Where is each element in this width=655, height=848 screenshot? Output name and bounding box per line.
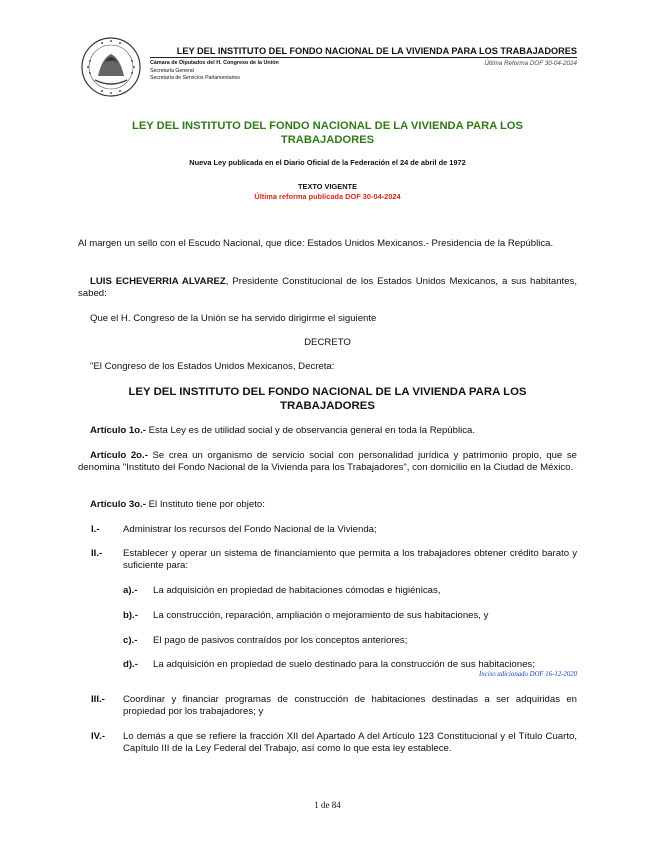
decreta-paragraph: "El Congreso de los Estados Unidos Mexicanos, Decreta: xyxy=(90,361,335,372)
fraction-text: Establecer y operar un sistema de financiamiento que permita a los trabajadores obtener crédito barato y suficiente para: xyxy=(123,548,577,571)
president-name: LUIS ECHEVERRIA ALVAREZ xyxy=(90,276,226,287)
header-title: LEY DEL INSTITUTO DEL FONDO NACIONAL DE LA VIVIENDA PARA LOS TRABAJADORES xyxy=(176,46,577,56)
document-title: LEY DEL INSTITUTO DEL FONDO NACIONAL DE LA VIVIENDA PARA LOS TRABAJADORES xyxy=(132,120,523,146)
subitem-text: La adquisición en propiedad de habitaciones cómodas e higiénicas, xyxy=(153,585,441,596)
article-2-label: Artículo 2o.- xyxy=(90,450,148,461)
president-paragraph xyxy=(78,276,577,300)
fraction-text: Lo demás a que se refiere la fracción XII del Apartado A del Artículo 123 Constitucional y el Título Cuarto, Capítulo III de la Ley Federal del Trabajo, así como lo que esta ley establece. xyxy=(123,731,577,754)
subitem-text: La adquisición en propiedad de suelo destinado para la construcción de sus habitaciones; xyxy=(153,659,535,670)
header-secretary: Secretaría General xyxy=(150,67,194,74)
law-title: LEY DEL INSTITUTO DEL FONDO NACIONAL DE LA VIVIENDA PARA LOS TRABAJADORES xyxy=(128,386,527,412)
decreto-heading: DECRETO xyxy=(304,337,351,348)
fraction-label: III.- xyxy=(91,694,105,705)
subitem-label: d).- xyxy=(123,659,138,670)
subitem-label: b).- xyxy=(123,610,138,621)
header-services: Secretaría de Servicios Parlamentarios xyxy=(150,75,240,82)
president-text: , Presidente Constitucional de los Estados Unidos Mexicanos, a sus habitantes, sabed: xyxy=(78,276,577,299)
fraction-label: I.- xyxy=(91,524,100,535)
article-1-label: Artículo 1o.- xyxy=(90,425,146,436)
congress-paragraph: Que el H. Congreso de la Unión se ha servido dirigirme el siguiente xyxy=(90,313,377,324)
fraction-text: Administrar los recursos del Fondo Nacional de la Vivienda; xyxy=(123,524,377,535)
article-1-text: Esta Ley es de utilidad social y de observancia general en toda la República. xyxy=(145,425,476,436)
texto-vigente: TEXTO VIGENTE xyxy=(298,182,357,191)
article-1 xyxy=(78,425,577,437)
header-divider xyxy=(150,57,577,58)
article-3-label: Artículo 3o.- xyxy=(90,499,146,510)
article-2 xyxy=(78,450,577,474)
article-2-text: Se crea un organismo de servicio social con personalidad jurídica y patrimonio propio, que se denomina "Instituto del Fondo Nacional de la Vivienda para los Trabajadores", con domicilio en la Ciudad de México. xyxy=(78,450,578,473)
publication-note: Nueva Ley publicada en el Diario Oficial de la Federación el 24 de abril de 1972 xyxy=(189,158,466,167)
subitem-label: a).- xyxy=(123,585,138,596)
article-3-text: El Instituto tiene por objeto: xyxy=(145,499,265,510)
header-last-reform: Última Reforma DOF 30-04-2024 xyxy=(484,60,577,67)
fraction-label: II.- xyxy=(91,548,103,559)
subitem-text: El pago de pasivos contraídos por los conceptos anteriores; xyxy=(153,635,408,646)
page-number: 1 de 84 xyxy=(314,800,341,810)
fraction-text: Coordinar y financiar programas de construcción de habitaciones destinadas a ser adquiridas en propiedad por los trabajadores; y xyxy=(123,694,577,717)
article-3 xyxy=(78,499,577,511)
intro-paragraph: Al margen un sello con el Escudo Nacional, que dice: Estados Unidos Mexicanos.- Presidencia de la República. xyxy=(78,238,554,249)
fraction-label: IV.- xyxy=(91,731,106,742)
last-reform-published: Última reforma publicada DOF 30-04-2024 xyxy=(254,192,401,201)
amendment-note: Inciso adicionado DOF 16-12-2020 xyxy=(479,671,577,678)
header-institution xyxy=(150,60,279,83)
header-chamber: Cámara de Diputados del H. Congreso de la Unión xyxy=(150,60,279,66)
subitem-label: c).- xyxy=(123,635,138,646)
subitem-text: La construcción, reparación, ampliación o mejoramiento de sus habitaciones, y xyxy=(153,610,489,621)
escudo-nacional-seal xyxy=(80,36,142,98)
